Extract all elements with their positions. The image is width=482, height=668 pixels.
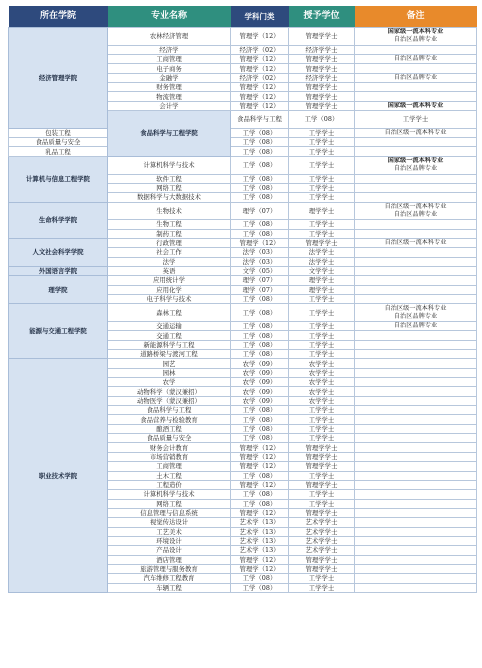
major-cell: 工程造价 <box>108 480 231 489</box>
note-cell <box>355 564 477 573</box>
degree-cell: 工学学士 <box>289 350 355 359</box>
note-cell <box>355 452 477 461</box>
degree-cell: 管理学学士 <box>289 55 355 64</box>
note-cell <box>355 424 477 433</box>
degree-cell: 管理学学士 <box>289 101 355 110</box>
category-cell: 文学（05） <box>231 266 289 275</box>
category-cell: 农学（09） <box>231 378 289 387</box>
note-cell <box>355 83 477 92</box>
category-cell: 理学（07） <box>231 285 289 294</box>
note-cell <box>355 415 477 424</box>
college-cell: 食品科学与工程学院 <box>108 111 231 157</box>
major-cell: 物流管理 <box>108 92 231 101</box>
degree-cell: 文学学士 <box>289 266 355 275</box>
note-cell <box>355 331 477 340</box>
category-cell: 工学（08） <box>231 490 289 499</box>
category-cell: 工学（08） <box>231 128 289 137</box>
degree-cell: 农学学士 <box>289 396 355 405</box>
major-cell: 工商管理 <box>108 462 231 471</box>
table-header-row <box>9 6 477 28</box>
category-cell: 管理学（12） <box>231 101 289 110</box>
note-cell <box>355 28 477 46</box>
major-cell: 园林 <box>108 368 231 377</box>
category-cell: 法学（03） <box>231 257 289 266</box>
category-cell: 管理学（12） <box>231 555 289 564</box>
note-cell <box>355 499 477 508</box>
note-cell <box>355 285 477 294</box>
degree-cell: 艺术学学士 <box>289 527 355 536</box>
major-cell: 酿酒工程 <box>108 424 231 433</box>
major-cell: 网络工程 <box>108 183 231 192</box>
college-cell: 生命科学学院 <box>9 202 108 238</box>
note-cell <box>355 128 477 137</box>
note-cell <box>355 238 477 247</box>
degree-cell: 艺术学学士 <box>289 546 355 555</box>
note-cell <box>355 156 477 174</box>
table-row <box>9 28 477 46</box>
major-cell: 交通工程 <box>108 331 231 340</box>
degree-cell: 管理学学士 <box>289 555 355 564</box>
degree-cell: 工学学士 <box>289 220 355 229</box>
note-text: 自治区级一流本科专业 <box>384 304 447 312</box>
major-cell: 土木工程 <box>108 471 231 480</box>
category-cell: 管理学（12） <box>231 28 289 46</box>
category-cell: 管理学（12） <box>231 508 289 517</box>
degree-cell: 管理学学士 <box>289 462 355 471</box>
major-cell: 计算机科学与技术 <box>108 490 231 499</box>
major-cell: 经济学 <box>108 45 231 54</box>
major-cell: 农林经济管理 <box>108 28 231 46</box>
note-cell <box>355 248 477 257</box>
degree-cell: 工学学士 <box>289 304 355 322</box>
major-cell: 市场营销教育 <box>108 452 231 461</box>
note-cell <box>355 406 477 415</box>
note-cell <box>355 471 477 480</box>
major-cell: 网络工程 <box>108 499 231 508</box>
major-table-container <box>8 6 476 593</box>
note-cell <box>355 64 477 73</box>
degree-cell: 管理学学士 <box>289 452 355 461</box>
degree-cell: 经济学学士 <box>289 73 355 82</box>
note-cell <box>355 266 477 275</box>
degree-cell: 工学学士 <box>289 340 355 349</box>
note-cell <box>355 304 477 322</box>
major-table <box>8 6 477 593</box>
major-cell: 财务管理 <box>108 83 231 92</box>
category-cell: 工学（08） <box>231 156 289 174</box>
category-cell: 管理学（12） <box>231 462 289 471</box>
degree-cell: 经济学学士 <box>289 45 355 54</box>
category-cell: 工学（08） <box>289 111 355 129</box>
note-text: 自治区品牌专业 <box>393 210 438 218</box>
degree-cell: 工学学士 <box>289 406 355 415</box>
degree-cell: 工学学士 <box>289 183 355 192</box>
degree-cell: 工学学士 <box>289 331 355 340</box>
category-cell: 管理学（12） <box>231 480 289 489</box>
major-cell: 电子商务 <box>108 64 231 73</box>
degree-cell: 工学学士 <box>289 138 355 147</box>
category-cell: 农学（09） <box>231 359 289 368</box>
note-text: 自治区品牌专业 <box>393 73 438 81</box>
note-text: 国家级一流本科专业 <box>387 101 444 109</box>
college-cell: 能源与交通工程学院 <box>9 304 108 359</box>
note-cell <box>355 202 477 220</box>
major-cell: 汽车维修工程教育 <box>108 574 231 583</box>
degree-cell: 艺术学学士 <box>289 536 355 545</box>
degree-cell: 管理学学士 <box>289 64 355 73</box>
major-cell: 新能源科学与工程 <box>108 340 231 349</box>
major-cell: 电子科学与技术 <box>108 294 231 303</box>
table-row <box>9 156 477 174</box>
note-cell <box>355 147 477 156</box>
degree-cell: 管理学学士 <box>289 238 355 247</box>
major-cell: 法学 <box>108 257 231 266</box>
note-cell <box>355 378 477 387</box>
table-row <box>9 276 477 285</box>
note-cell <box>355 555 477 564</box>
note-cell <box>355 527 477 536</box>
category-cell: 工学（08） <box>231 499 289 508</box>
degree-cell: 管理学学士 <box>289 564 355 573</box>
category-cell: 工学（08） <box>231 350 289 359</box>
major-cell: 乳品工程 <box>9 147 108 156</box>
note-cell <box>355 518 477 527</box>
college-cell: 理学院 <box>9 276 108 304</box>
note-text: 自治区品牌专业 <box>393 165 438 173</box>
note-cell <box>355 257 477 266</box>
major-cell: 应用化学 <box>108 285 231 294</box>
major-cell: 生物工程 <box>108 220 231 229</box>
note-cell <box>355 546 477 555</box>
major-cell: 财务会计教育 <box>108 443 231 452</box>
table-row <box>9 202 477 220</box>
category-cell: 艺术学（13） <box>231 546 289 555</box>
degree-cell: 工学学士 <box>289 471 355 480</box>
category-cell: 管理学（12） <box>231 443 289 452</box>
category-cell: 法学（03） <box>231 248 289 257</box>
header-category: 学科门类 <box>231 6 289 28</box>
category-cell: 工学（08） <box>231 574 289 583</box>
category-cell: 理学（07） <box>231 202 289 220</box>
major-cell: 包装工程 <box>9 128 108 137</box>
table-row <box>9 138 477 147</box>
degree-cell: 工学学士 <box>289 229 355 238</box>
category-cell: 管理学（12） <box>231 55 289 64</box>
note-cell <box>355 350 477 359</box>
major-cell: 旅游管理与服务教育 <box>108 564 231 573</box>
category-cell: 工学（08） <box>231 304 289 322</box>
note-cell <box>355 229 477 238</box>
header-college: 所在学院 <box>9 6 108 28</box>
category-cell: 工学（08） <box>231 415 289 424</box>
major-cell: 金融学 <box>108 73 231 82</box>
category-cell: 工学（08） <box>231 406 289 415</box>
major-cell: 森林工程 <box>108 304 231 322</box>
degree-cell: 工学学士 <box>289 128 355 137</box>
category-cell: 工学（08） <box>231 220 289 229</box>
note-cell <box>355 462 477 471</box>
major-cell: 动物科学（蒙汉兼招） <box>108 387 231 396</box>
degree-cell: 管理学学士 <box>289 508 355 517</box>
category-cell: 工学（08） <box>231 434 289 443</box>
category-cell: 工学（08） <box>231 183 289 192</box>
major-cell: 工艺美术 <box>108 527 231 536</box>
degree-cell: 工学学士 <box>289 434 355 443</box>
degree-cell: 工学学士 <box>289 147 355 156</box>
category-cell: 工学（08） <box>231 471 289 480</box>
note-cell <box>355 434 477 443</box>
category-cell: 工学（08） <box>231 138 289 147</box>
category-cell: 工学（08） <box>231 147 289 156</box>
degree-cell: 工学学士 <box>289 322 355 331</box>
category-cell: 管理学（12） <box>231 64 289 73</box>
category-cell: 管理学（12） <box>231 238 289 247</box>
degree-cell: 工学学士 <box>289 583 355 592</box>
major-cell: 会计学 <box>108 101 231 110</box>
category-cell: 管理学（12） <box>231 83 289 92</box>
major-cell: 社会工作 <box>108 248 231 257</box>
note-cell <box>355 45 477 54</box>
category-cell: 工学（08） <box>231 229 289 238</box>
table-row <box>9 147 477 156</box>
major-cell: 软件工程 <box>108 174 231 183</box>
table-row <box>9 304 477 322</box>
note-text: 自治区级一流本科专业 <box>384 239 447 247</box>
note-cell <box>355 368 477 377</box>
table-row <box>9 128 477 137</box>
degree-cell: 工学学士 <box>289 193 355 202</box>
note-cell <box>355 220 477 229</box>
degree-cell: 法学学士 <box>289 248 355 257</box>
major-cell: 园艺 <box>108 359 231 368</box>
category-cell: 经济学（02） <box>231 45 289 54</box>
major-cell: 道路桥梁与渡河工程 <box>108 350 231 359</box>
major-cell: 数据科学与大数据技术 <box>108 193 231 202</box>
major-cell: 食品科学与工程 <box>231 111 289 129</box>
note-cell <box>355 396 477 405</box>
category-cell: 工学（08） <box>231 294 289 303</box>
note-cell <box>355 55 477 64</box>
major-cell: 制药工程 <box>108 229 231 238</box>
major-cell: 车辆工程 <box>108 583 231 592</box>
category-cell: 工学（08） <box>231 583 289 592</box>
major-cell: 工商管理 <box>108 55 231 64</box>
note-cell <box>355 92 477 101</box>
category-cell: 农学（09） <box>231 368 289 377</box>
college-cell: 计算机与信息工程学院 <box>9 156 108 202</box>
major-cell: 信息管理与信息系统 <box>108 508 231 517</box>
category-cell: 管理学（12） <box>231 564 289 573</box>
note-cell <box>355 536 477 545</box>
category-cell: 工学（08） <box>231 331 289 340</box>
table-row <box>9 238 477 247</box>
degree-cell: 理学学士 <box>289 285 355 294</box>
note-cell <box>355 480 477 489</box>
note-cell <box>355 359 477 368</box>
table-row <box>9 266 477 275</box>
note-text: 国家级一流本科专业 <box>387 157 444 165</box>
note-cell <box>355 443 477 452</box>
degree-cell: 农学学士 <box>289 359 355 368</box>
note-cell <box>355 138 477 147</box>
table-body <box>9 28 477 593</box>
category-cell: 工学（08） <box>231 340 289 349</box>
major-cell: 英语 <box>108 266 231 275</box>
note-cell <box>355 294 477 303</box>
note-text: 自治区级一流本科专业 <box>384 128 447 136</box>
major-cell: 环境设计 <box>108 536 231 545</box>
major-cell: 酒店管理 <box>108 555 231 564</box>
note-cell <box>355 340 477 349</box>
category-cell: 农学（09） <box>231 396 289 405</box>
major-cell: 食品质量与安全 <box>9 138 108 147</box>
major-cell: 产品设计 <box>108 546 231 555</box>
category-cell: 理学（07） <box>231 276 289 285</box>
degree-cell: 工学学士 <box>289 294 355 303</box>
note-cell <box>355 508 477 517</box>
degree-cell: 工学学士 <box>289 499 355 508</box>
major-cell: 应用统计学 <box>108 276 231 285</box>
category-cell: 工学（08） <box>231 322 289 331</box>
major-cell: 视觉传达设计 <box>108 518 231 527</box>
note-cell <box>355 574 477 583</box>
major-cell: 计算机科学与技术 <box>108 156 231 174</box>
category-cell: 艺术学（13） <box>231 536 289 545</box>
major-cell: 食品营养与检验教育 <box>108 415 231 424</box>
header-degree: 授予学位 <box>289 6 355 28</box>
header-note: 备注 <box>355 6 477 28</box>
note-cell <box>355 183 477 192</box>
degree-cell: 工学学士 <box>289 574 355 583</box>
category-cell: 工学（08） <box>231 424 289 433</box>
note-text: 自治区品牌专业 <box>393 55 438 63</box>
note-text: 自治区品牌专业 <box>393 312 438 320</box>
major-cell: 农学 <box>108 378 231 387</box>
major-cell: 行政管理 <box>108 238 231 247</box>
college-cell: 人文社会科学学院 <box>9 238 108 266</box>
degree-cell: 管理学学士 <box>289 443 355 452</box>
major-cell: 生物技术 <box>108 202 231 220</box>
note-cell <box>355 193 477 202</box>
degree-cell: 工学学士 <box>289 424 355 433</box>
note-cell <box>355 276 477 285</box>
category-cell: 艺术学（13） <box>231 518 289 527</box>
header-major: 专业名称 <box>108 6 231 28</box>
degree-cell: 管理学学士 <box>289 83 355 92</box>
category-cell: 管理学（12） <box>231 452 289 461</box>
note-cell <box>355 73 477 82</box>
note-text: 国家级一流本科专业 <box>387 28 444 36</box>
degree-cell: 理学学士 <box>289 202 355 220</box>
note-cell <box>355 490 477 499</box>
college-cell: 外国语言学院 <box>9 266 108 275</box>
major-cell: 食品质量与安全 <box>108 434 231 443</box>
category-cell: 工学（08） <box>231 174 289 183</box>
note-cell <box>355 174 477 183</box>
degree-cell: 管理学学士 <box>289 92 355 101</box>
major-cell: 交通运输 <box>108 322 231 331</box>
category-cell: 农学（09） <box>231 387 289 396</box>
note-text: 自治区级一流本科专业 <box>384 202 447 210</box>
category-cell: 经济学（02） <box>231 73 289 82</box>
degree-cell: 理学学士 <box>289 276 355 285</box>
degree-cell: 农学学士 <box>289 378 355 387</box>
table-row <box>9 359 477 368</box>
degree-cell: 农学学士 <box>289 368 355 377</box>
degree-cell: 工学学士 <box>289 174 355 183</box>
note-cell <box>355 387 477 396</box>
degree-cell: 工学学士 <box>289 415 355 424</box>
degree-cell: 法学学士 <box>289 257 355 266</box>
degree-cell: 管理学学士 <box>289 480 355 489</box>
note-text: 自治区品牌专业 <box>393 322 438 330</box>
major-cell: 动物医学（蒙汉兼招） <box>108 396 231 405</box>
major-cell: 食品科学与工程 <box>108 406 231 415</box>
college-cell: 职业技术学院 <box>9 359 108 593</box>
degree-cell: 农学学士 <box>289 387 355 396</box>
degree-cell: 管理学学士 <box>289 28 355 46</box>
note-cell <box>355 101 477 110</box>
degree-cell: 工学学士 <box>355 111 477 129</box>
degree-cell: 艺术学学士 <box>289 518 355 527</box>
degree-cell: 工学学士 <box>289 156 355 174</box>
category-cell: 管理学（12） <box>231 92 289 101</box>
degree-cell: 工学学士 <box>289 490 355 499</box>
note-cell <box>355 322 477 331</box>
note-cell <box>355 583 477 592</box>
category-cell: 工学（08） <box>231 193 289 202</box>
note-text: 自治区品牌专业 <box>393 36 438 44</box>
category-cell: 艺术学（13） <box>231 527 289 536</box>
college-cell: 经济管理学院 <box>9 28 108 129</box>
